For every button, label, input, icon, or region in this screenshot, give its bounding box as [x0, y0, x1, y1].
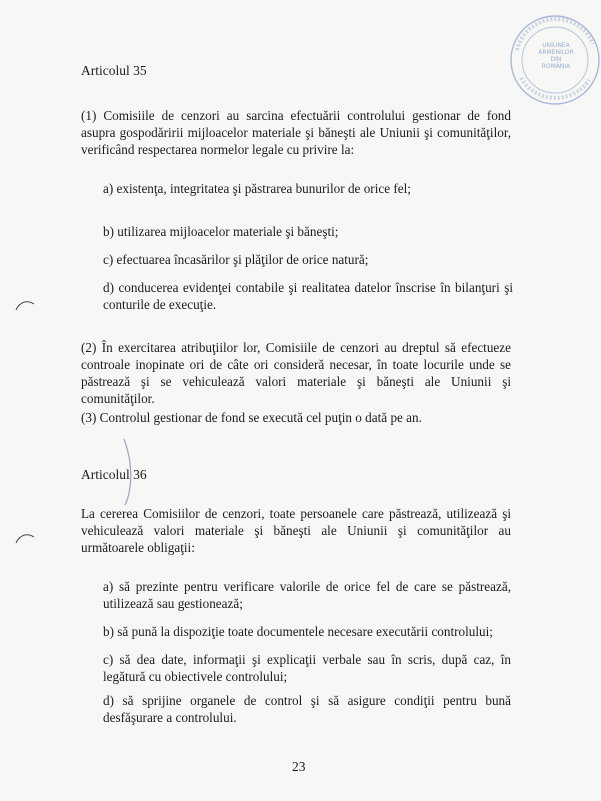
- article-36-item-d: d) să sprijine organele de control şi să asigure condiţii pentru bună desfăşurare a controlului.: [103, 693, 511, 725]
- article-35-paragraph-2: (2) În exercitarea atribuţiilor lor, Comisiile de cenzori au dreptul să efectueze controale inopinate ori de câte ori consideră necesar, în toate locurile unde se păstrează şi se vehiculează valori materiale şi băneşti ale Uniunii şi comunităţilor.: [81, 340, 511, 406]
- page-number: 23: [292, 759, 306, 774]
- article-36-intro: La cererea Comisiilor de cenzori, toate persoanele care păstrează, utilizează şi vehiculează valori materiale şi băneşti ale Uniunii şi comunităţilor au următoarele obligaţii:: [81, 506, 511, 555]
- pen-stroke-mark: [118, 437, 138, 507]
- article-35-item-a: a) existenţa, integritatea şi păstrarea bunurilor de orice fel;: [103, 181, 411, 196]
- stamp-line-4: ROMÂNIA: [541, 63, 571, 70]
- margin-mark-icon: [14, 531, 36, 545]
- article-36-item-c: c) să dea date, informaţii şi explicaţii verbale sau în scris, după caz, în legătură cu obiectivele controlului;: [103, 652, 511, 684]
- article-36-heading: Articolul 36: [81, 467, 147, 482]
- article-35-item-d: d) conducerea evidenţei contabile şi realitatea datelor înscrise în bilanţuri şi conturile de execuţie.: [103, 280, 513, 312]
- article-35-heading: Articolul 35: [81, 63, 147, 78]
- article-35-paragraph-3: (3) Controlul gestionar de fond se execută cel puţin o dată pe an.: [81, 410, 422, 425]
- article-36-item-a: a) să prezinte pentru verificare valorile de orice fel de care se păstrează, utilizează sau gestionează;: [103, 579, 511, 611]
- article-35-item-b: b) utilizarea mijloacelor materiale şi băneşti;: [103, 224, 339, 239]
- article-36-item-b: b) să pună la dispoziţie toate documentele necesare executării controlului;: [103, 624, 493, 639]
- official-stamp: [503, 10, 601, 110]
- article-35-paragraph-1: (1) Comisiile de cenzori au sarcina efectuării controlului gestionar de fond asupra gospodăririi mijloacelor materiale şi băneşti ale Uniunii şi comunităţilor, verificând respectarea normelor legale cu privire la:: [81, 108, 511, 157]
- article-35-item-c: c) efectuarea încasărilor şi plăţilor de orice natură;: [103, 252, 369, 267]
- stamp-line-2: ARMENILOR: [538, 49, 574, 56]
- stamp-line-3: DIN: [550, 56, 562, 63]
- stamp-line-1: UNIUNEA: [542, 42, 570, 49]
- margin-mark-icon: [14, 298, 36, 312]
